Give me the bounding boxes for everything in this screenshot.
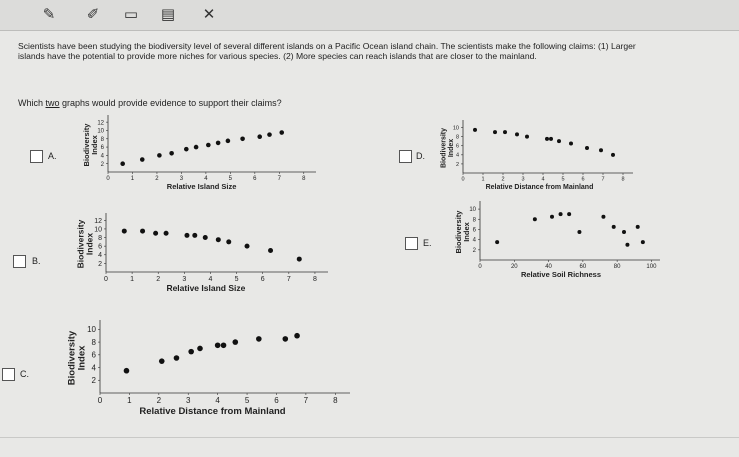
y-axis-label-line: Index (76, 345, 88, 371)
y-tick-label: 2 (98, 260, 102, 268)
y-tick-label: 10 (452, 125, 459, 132)
data-point (473, 128, 477, 132)
data-point (503, 130, 507, 134)
y-tick-label: 2 (91, 376, 96, 386)
x-tick-label: 7 (277, 176, 281, 182)
x-tick-label: 0 (104, 276, 108, 283)
x-tick-label: 20 (510, 264, 518, 270)
y-tick-label: 6 (100, 145, 104, 152)
y-tick-label: 6 (91, 350, 96, 360)
option-d-checkbox[interactable] (399, 150, 412, 163)
x-tick-label: 6 (253, 176, 257, 182)
x-tick-label: 8 (621, 176, 625, 183)
data-point (268, 248, 273, 253)
option-e-checkbox[interactable] (405, 237, 418, 250)
data-point (221, 342, 227, 348)
x-tick-label: 5 (228, 176, 233, 182)
x-tick-label: 4 (215, 396, 220, 405)
data-point (533, 217, 537, 221)
y-tick-label: 12 (94, 217, 102, 225)
toolbar (0, 0, 739, 31)
y-tick-label: 6 (98, 243, 102, 251)
data-point (625, 243, 629, 247)
y-tick-label: 8 (100, 136, 104, 143)
y-axis-label-line: Biodiversity (81, 123, 91, 167)
x-tick-label: 5 (244, 396, 250, 405)
data-point (641, 240, 645, 244)
x-tick-label: 0 (478, 264, 482, 270)
x-tick-label: 7 (601, 176, 605, 183)
x-tick-label: 5 (234, 276, 239, 283)
x-tick-label: 1 (481, 176, 485, 183)
chart-d (425, 117, 640, 192)
prompt-end: graphs would provide evidence to support their claims? (59, 98, 282, 108)
x-tick-label: 1 (130, 276, 135, 283)
x-tick-label: 4 (208, 276, 213, 283)
question-text: Scientists have been studying the biodiversity level of several different islands on a Pacific Ocean island chain. The scientists make the following claims: (1) Larger islands have the potential to provide more niches for various species. (2) More species can reach islands that are closer to the mainland. (18, 41, 636, 61)
y-tick-label: 8 (98, 234, 102, 242)
x-axis-label: Relative Distance from Mainland (485, 184, 594, 191)
x-axis-label: Relative Island Size (166, 283, 246, 293)
x-tick-label: 3 (186, 396, 191, 405)
data-point (140, 157, 145, 162)
data-point (188, 349, 194, 355)
data-point (140, 229, 145, 234)
data-point (226, 239, 231, 244)
data-point (567, 212, 571, 216)
prompt-start: Which (18, 98, 46, 108)
data-point (611, 153, 615, 157)
option-b-label: B. (32, 256, 41, 266)
eraser-icon[interactable]: ▭ (123, 5, 139, 23)
x-tick-label: 5 (561, 176, 565, 183)
x-tick-label: 8 (333, 396, 338, 405)
data-point (257, 134, 262, 139)
x-tick-label: 0 (97, 396, 103, 405)
data-point (194, 145, 199, 150)
data-point (256, 336, 262, 342)
data-point (282, 336, 288, 342)
data-point (550, 215, 554, 219)
data-point (153, 231, 158, 236)
data-point (559, 212, 563, 216)
data-point (164, 231, 169, 236)
y-axis-label-line: Index (461, 222, 471, 242)
x-axis-label: Relative Soil Richness (520, 270, 602, 279)
data-point (297, 257, 302, 262)
y-tick-label: 10 (469, 207, 476, 214)
y-axis-label-line: Index (84, 232, 95, 256)
option-c-label: C. (20, 369, 29, 379)
y-axis-label-line: Biodiversity (440, 127, 448, 169)
x-tick-label: 1 (127, 396, 132, 405)
y-tick-label: 12 (97, 120, 104, 127)
x-tick-label: 0 (106, 176, 110, 182)
chart-e (440, 198, 670, 283)
data-point (184, 233, 189, 238)
y-tick-label: 4 (100, 153, 104, 160)
data-point (216, 141, 221, 146)
x-tick-label: 0 (461, 176, 465, 183)
data-point (622, 230, 626, 234)
x-tick-label: 6 (260, 276, 265, 283)
option-e-label: E. (423, 238, 432, 248)
data-point (184, 147, 189, 152)
y-axis-label (66, 330, 87, 385)
x-tick-label: 2 (156, 276, 161, 283)
data-point (545, 137, 549, 141)
data-point (245, 244, 250, 249)
x-tick-label: 2 (156, 396, 162, 405)
data-point (557, 139, 561, 143)
x-tick-label: 3 (179, 176, 184, 182)
y-tick-label: 4 (455, 152, 459, 159)
data-point (120, 161, 125, 166)
y-tick-label: 10 (87, 325, 96, 335)
data-point (197, 346, 203, 352)
x-tick-label: 7 (286, 276, 291, 283)
y-axis-label-line: Biodiversity (75, 219, 86, 269)
question-prompt (18, 98, 282, 108)
calculator-icon[interactable]: ▤ (160, 5, 176, 23)
option-a-label: A. (48, 151, 57, 161)
toolbar-divider (0, 30, 739, 31)
x-tick-label: 3 (521, 176, 525, 183)
data-point (159, 358, 165, 364)
data-point (226, 139, 231, 144)
data-point (294, 333, 300, 339)
data-point (192, 233, 197, 238)
x-tick-label: 8 (312, 276, 317, 283)
data-point (240, 136, 245, 141)
x-tick-label: 7 (303, 396, 309, 405)
y-tick-label: 2 (455, 161, 459, 168)
data-point (232, 339, 238, 345)
data-point (636, 225, 640, 229)
y-tick-label: 8 (455, 134, 459, 141)
x-tick-label: 2 (155, 176, 159, 182)
data-point (612, 225, 616, 229)
y-tick-label: 6 (455, 143, 459, 150)
option-a-checkbox[interactable] (30, 150, 43, 163)
data-point (493, 130, 497, 134)
data-point (585, 146, 589, 150)
data-point (157, 153, 162, 158)
y-tick-label: 4 (98, 252, 102, 260)
x-tick-label: 40 (545, 264, 552, 270)
x-tick-label: 6 (274, 396, 279, 405)
data-point (174, 355, 180, 361)
data-point (495, 240, 499, 244)
data-point (267, 132, 272, 137)
pencil-icon[interactable]: ✎ (42, 5, 56, 23)
data-point (601, 215, 605, 219)
y-tick-label: 8 (91, 337, 96, 347)
x-tick-label: 1 (130, 176, 135, 182)
data-point (569, 141, 573, 145)
y-tick-label: 8 (472, 217, 476, 224)
y-axis-label-line: Biodiversity (453, 210, 463, 254)
close-icon[interactable]: ✕ (202, 5, 216, 23)
option-d-label: D. (416, 151, 425, 161)
highlighter-icon[interactable]: ✐ (86, 5, 100, 23)
data-point (279, 130, 284, 135)
option-b-checkbox[interactable] (13, 255, 26, 268)
x-axis-label: Relative Distance from Mainland (139, 406, 286, 417)
chart-a (60, 112, 330, 194)
data-point (525, 135, 529, 139)
data-point (169, 151, 174, 156)
y-tick-label: 2 (100, 161, 104, 168)
x-tick-label: 100 (646, 264, 657, 270)
data-point (515, 132, 519, 136)
y-axis-label-line: Index (447, 138, 455, 158)
x-axis-label: Relative Island Size (166, 182, 237, 191)
data-point (599, 148, 603, 152)
y-axis-label (454, 210, 471, 254)
y-axis-label-line: Biodiversity (66, 330, 78, 386)
y-tick-label: 10 (94, 226, 102, 234)
y-tick-label: 10 (97, 128, 104, 135)
data-point (216, 237, 221, 242)
x-tick-label: 4 (204, 176, 208, 182)
x-tick-label: 80 (613, 264, 621, 270)
chart-b (50, 210, 340, 298)
option-c-checkbox[interactable] (2, 368, 15, 381)
y-axis-label (440, 128, 455, 168)
y-axis-label (76, 219, 95, 268)
data-point (122, 229, 127, 234)
y-tick-label: 2 (472, 247, 476, 254)
x-tick-label: 3 (182, 276, 187, 283)
footer-divider (0, 437, 739, 438)
x-tick-label: 6 (581, 176, 585, 183)
x-tick-label: 60 (579, 264, 587, 270)
prompt-emphasis: two (45, 98, 60, 108)
chart-c (40, 315, 360, 420)
x-tick-label: 8 (302, 176, 306, 182)
y-tick-label: 4 (91, 363, 96, 373)
data-point (124, 368, 130, 374)
y-tick-label: 4 (472, 237, 476, 244)
y-tick-label: 6 (472, 227, 476, 234)
data-point (549, 137, 553, 141)
data-point (215, 342, 221, 348)
y-axis-label-line: Index (89, 135, 99, 155)
x-tick-label: 4 (541, 176, 545, 183)
data-point (577, 230, 581, 234)
data-point (203, 235, 208, 240)
y-axis-label (82, 123, 99, 167)
x-tick-label: 2 (501, 176, 505, 183)
data-point (206, 143, 211, 148)
